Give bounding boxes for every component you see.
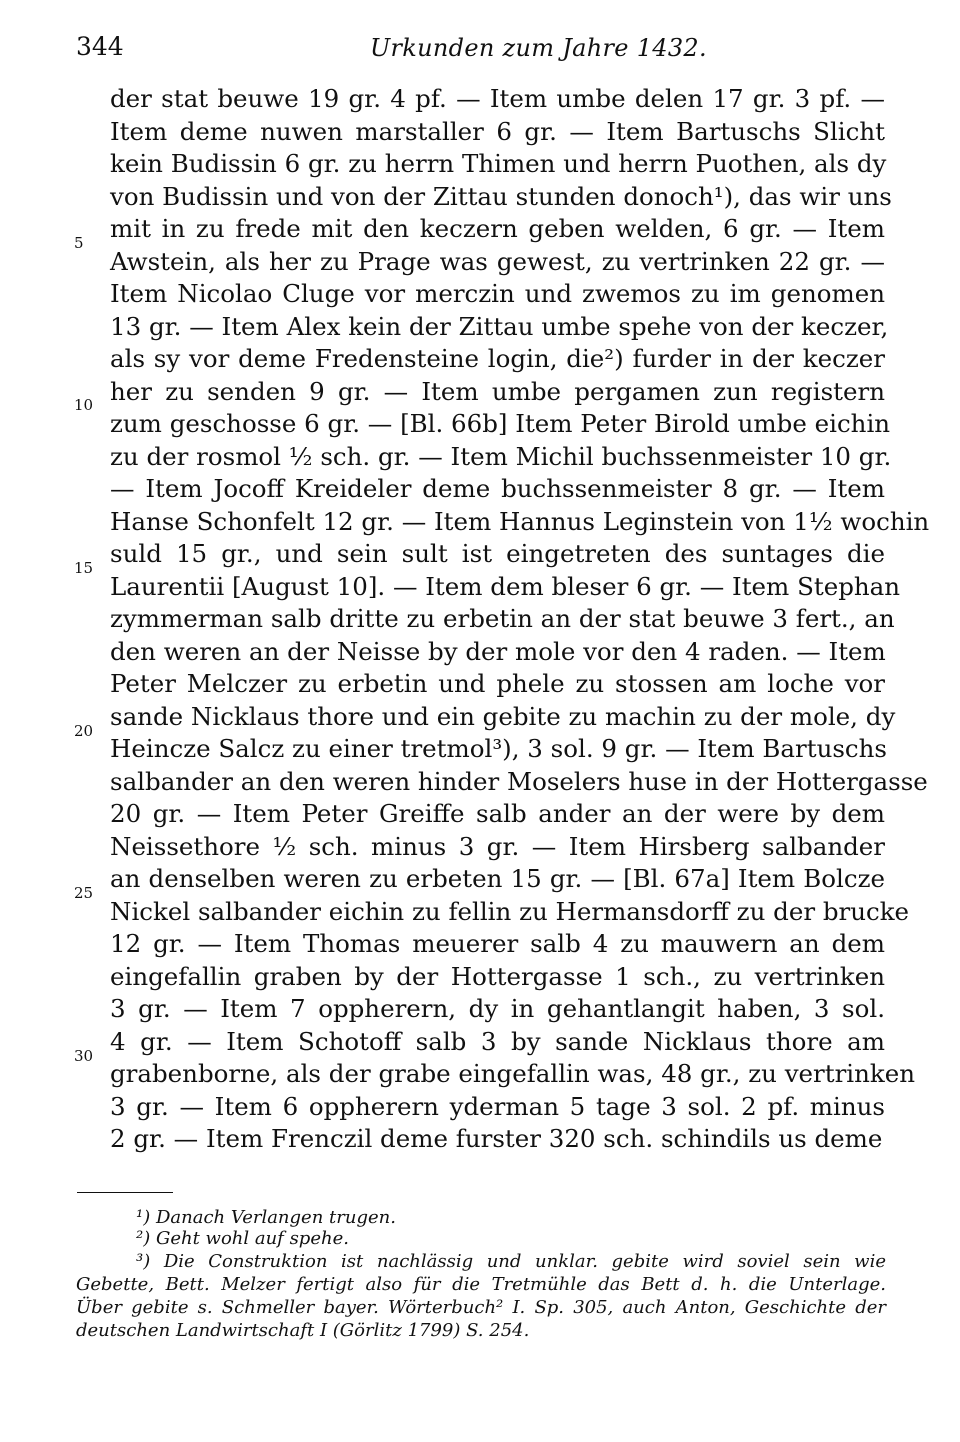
text-line: 13 gr. — Item Alex kein der Zittau umbe spehe von der keczer, <box>110 311 889 341</box>
footnote: ³) Die Construktion ist nachlässig und unklar. gebite wird soviel sein wie <box>136 1251 886 1272</box>
page-number: 344 <box>76 32 124 61</box>
line-number: 15 <box>74 559 94 577</box>
text-line: 3 gr. — Item 7 oppherern, dy in gehantlangit haben, 3 sol. <box>110 994 885 1023</box>
footnote: Gebette, Bett. Melzer fertigt also für die Tretmühle das Bett d. h. die Unterlage. <box>76 1274 886 1295</box>
text-line: sande Nicklaus thore und ein gebite zu machin zu der mole, dy <box>110 701 896 731</box>
text-line: Laurentii [August 10]. — Item dem bleser 6 gr. — Item Stephan <box>110 571 901 601</box>
footnote-separator <box>77 1192 173 1193</box>
footnote: ¹) Danach Verlangen trugen. <box>136 1207 396 1228</box>
text-line: zu der rosmol ½ sch. gr. — Item Michil buchssenmeister 10 gr. <box>110 441 892 471</box>
text-line: zymmerman salb dritte zu erbetin an der stat beuwe 3 fert., an <box>110 604 895 633</box>
running-title: Urkunden zum Jahre 1432. <box>370 34 707 62</box>
text-line: Awstein, als her zu Prage was gewest, zu vertrinken 22 gr. — <box>110 246 885 276</box>
text-line: Item Nicolao Cluge vor merczin und zwemos zu im genomen <box>110 279 885 308</box>
footnote: Über gebite s. Schmeller bayer. Wörterbuch² I. Sp. 305, auch Anton, Geschichte der <box>76 1297 886 1318</box>
text-line: — Item Jocoff Kreideler deme buchssenmeister 8 gr. — Item <box>110 474 885 503</box>
footnote: deutschen Landwirtschaft I (Görlitz 1799) S. 254. <box>76 1320 530 1341</box>
line-number: 30 <box>74 1047 94 1065</box>
text-line: grabenborne, als der grabe eingefallin was, 48 gr., zu vertrinken <box>110 1059 916 1088</box>
text-line: eingefallin graben by der Hottergasse 1 sch., zu vertrinken <box>110 961 885 991</box>
text-line: 3 gr. — Item 6 oppherern yderman 5 tage 3 sol. 2 pf. minus <box>110 1091 885 1121</box>
text-line: Heincze Salcz zu einer tretmol³), 3 sol. 9 gr. — Item Bartuschs <box>110 734 887 763</box>
line-number: 10 <box>74 396 94 414</box>
text-line: suld 15 gr., und sein sult ist eingetreten des suntages die <box>110 539 885 568</box>
text-line: von Budissin und von der Zittau stunden donoch¹), das wir uns <box>110 181 892 211</box>
footnote: ²) Geht wohl auf spehe. <box>136 1228 349 1249</box>
text-line: kein Budissin 6 gr. zu herrn Thimen und herrn Puothen, als dy <box>110 149 887 178</box>
line-number: 5 <box>74 234 84 252</box>
text-line: als sy vor deme Fredensteine login, die²) furder in der keczer <box>110 344 885 373</box>
text-line: Nickel salbander eichin zu fellin zu Hermansdorff zu der brucke <box>110 896 910 926</box>
text-line: Item deme nuwen marstaller 6 gr. — Item Bartuschs Slicht <box>110 116 885 146</box>
text-line: an denselben weren zu erbeten 15 gr. — [Bl. 67a] Item Bolcze <box>110 864 885 893</box>
text-line: zum geschosse 6 gr. — [Bl. 66b] Item Peter Birold umbe eichin <box>110 409 891 438</box>
text-line: Neissethore ½ sch. minus 3 gr. — Item Hirsberg salbander <box>110 831 885 861</box>
text-line: her zu senden 9 gr. — Item umbe pergamen zun registern <box>110 376 885 406</box>
text-line: Hanse Schonfelt 12 gr. — Item Hannus Leginstein von 1½ wochin <box>110 506 930 536</box>
line-number: 20 <box>74 722 94 740</box>
text-line: 4 gr. — Item Schotoff salb 3 by sande Nicklaus thore am <box>110 1026 885 1056</box>
text-line: 12 gr. — Item Thomas meuerer salb 4 zu mauwern an dem <box>110 929 885 958</box>
text-line: den weren an der Neisse by der mole vor den 4 raden. — Item <box>110 636 886 666</box>
text-line: mit in zu frede mit den keczern geben welden, 6 gr. — Item <box>110 214 885 243</box>
text-line: salbander an den weren hinder Moselers huse in der Hottergasse <box>110 766 928 796</box>
text-line: der stat beuwe 19 gr. 4 pf. — Item umbe delen 17 gr. 3 pf. — <box>110 84 885 113</box>
text-line: 2 gr. — Item Frenczil deme furster 320 sch. schindils us deme <box>110 1124 883 1153</box>
line-number: 25 <box>74 884 94 902</box>
text-line: 20 gr. — Item Peter Greiffe salb ander an der were by dem <box>110 799 885 828</box>
text-line: Peter Melczer zu erbetin und phele zu stossen am loche vor <box>110 669 885 698</box>
